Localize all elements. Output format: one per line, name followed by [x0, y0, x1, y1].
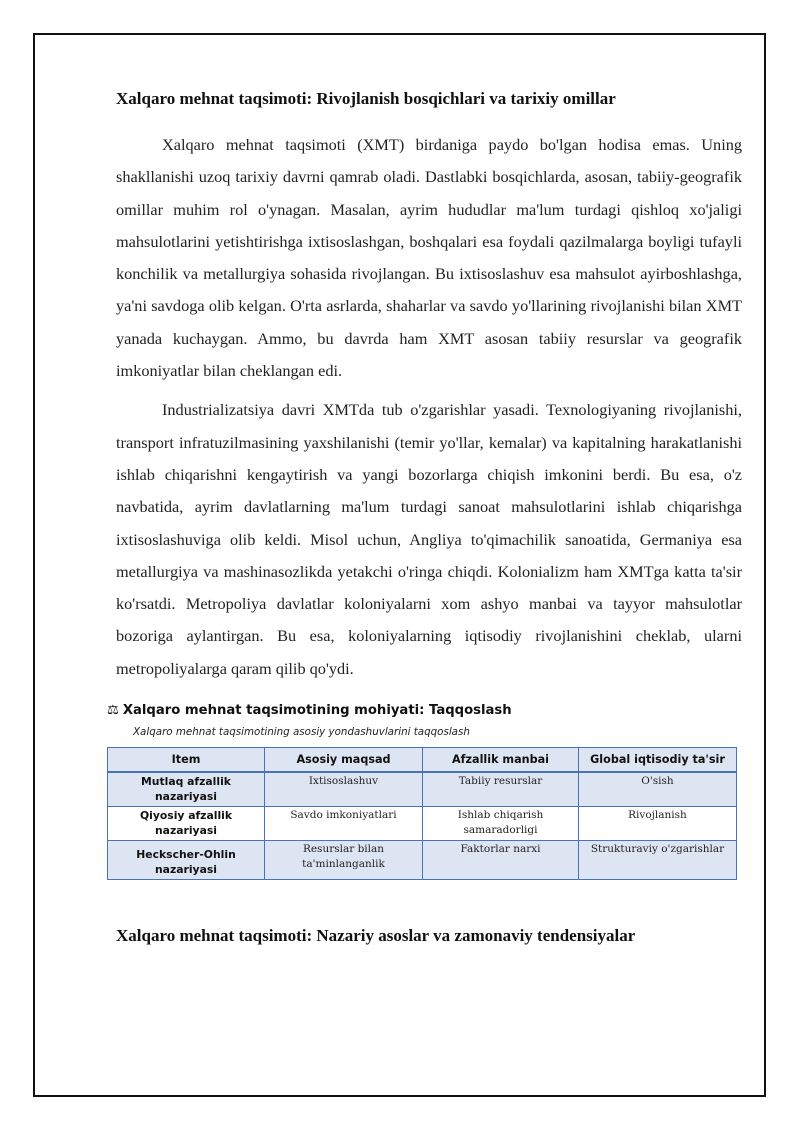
section-heading-theory: Xalqaro mehnat taqsimoti: Nazariy asoslar va zamonaviy tendensiyalar — [116, 926, 636, 946]
header-global-impact: Global iqtisodiy ta'sir — [579, 748, 737, 773]
header-main-goal: Asosiy maqsad — [265, 748, 423, 773]
table-row — [108, 772, 737, 807]
table-caption: Xalqaro mehnat taqsimotining asosiy yondashuvlarini taqqoslash — [133, 726, 470, 739]
table-cell: Strukturaviy o'zgarishlar — [579, 841, 737, 880]
table-cell: Ixtisoslashuv — [265, 772, 423, 807]
scale-icon: ⚖ — [107, 703, 119, 719]
table-header-row — [108, 748, 737, 773]
comparison-table — [107, 747, 737, 880]
table-cell: O'sish — [579, 772, 737, 807]
header-advantage-source: Afzallik manbai — [423, 748, 579, 773]
paragraph-history: Xalqaro mehnat taqsimoti (XMT) birdaniga paydo bo'lgan hodisa emas. Uning shakllanishi uzoq tarixiy davrni qamrab oladi. Dastlabki bosqichlarda, asosan, tabiiy-geografik omillar muhim rol o'ynagan. Masalan, ayrim hududlar ma'lum turdagi qishloq xo'jaligi mahsulotlarini yetishtirishga ixtisoslashgan, boshqalari esa foydali qazilmalarga boyligi tufayli konchilik va metallurgiya sohasida rivojlangan. Bu ixtisoslashuv esa mahsulot ayirboshlashga, ya'ni savdoga olib kelgan. O'rta asrlarda, shaharlar va savdo yo'llarining rivojlanishi bilan XMT yanada kuchaygan. Ammo, bu davrda ham XMT asosan tabiiy resurslar va geografik imkoniyatlar bilan cheklangan edi. — [116, 135, 742, 381]
table-cell: Rivojlanish — [579, 807, 737, 841]
paragraph-industrialization: Industrializatsiya davri XMTda tub o'zgarishlar yasadi. Texnologiyaning rivojlanishi, transport infratuzilmasining yaxshilanishi (temir yo'llar, kemalar) va kapitalning harakatlanishi ishlab chiqarishni kengaytirish va yangi bozorlarga chiqish imkonini berdi. Bu esa, o'z navbatida, ayrim davlatlarning ma'lum turdagi sanoat mahsulotlarini ishlab chiqarishga ixtisoslashuviga olib keldi. Misol uchun, Angliya to'qimachilik sanoatida, Germaniya esa metallurgiya va mashinasozlikda yetakchi o'ringa chiqdi. Kolonializm ham XMTga katta ta'sir ko'rsatdi. Metropoliya davlatlar koloniyalarni xom ashyo manbai va tayyor mahsulotlar bozoriga aylantirgan. Bu esa, koloniyalarning iqtisodiy rivojlanishini cheklab, ularni metropoliyalarga qaram qilib qo'ydi. — [116, 400, 742, 678]
table-cell: Tabiiy resurslar — [423, 772, 579, 807]
table-title — [107, 701, 742, 721]
table-cell: Savdo imkoniyatlari — [265, 807, 423, 841]
table-row — [108, 841, 737, 880]
section-heading-development: Xalqaro mehnat taqsimoti: Rivojlanish bosqichlari va tarixiy omillar — [116, 89, 616, 108]
document-body — [107, 88, 742, 947]
table-row — [108, 807, 737, 841]
table-cell: Ishlab chiqarish samaradorligi — [423, 807, 579, 841]
table-cell: Faktorlar narxi — [423, 841, 579, 880]
row-label: Mutlaq afzallik nazariyasi — [108, 772, 265, 807]
row-label: Qiyosiy afzallik nazariyasi — [108, 807, 265, 841]
table-title-text: Xalqaro mehnat taqsimotining mohiyati: Taqqoslash — [122, 703, 512, 719]
comparison-table-block — [107, 701, 742, 880]
header-item: Item — [108, 748, 265, 773]
table-cell: Resurslar bilan ta'minlanganlik — [265, 841, 423, 880]
row-label: Heckscher-Ohlin nazariyasi — [108, 841, 265, 880]
